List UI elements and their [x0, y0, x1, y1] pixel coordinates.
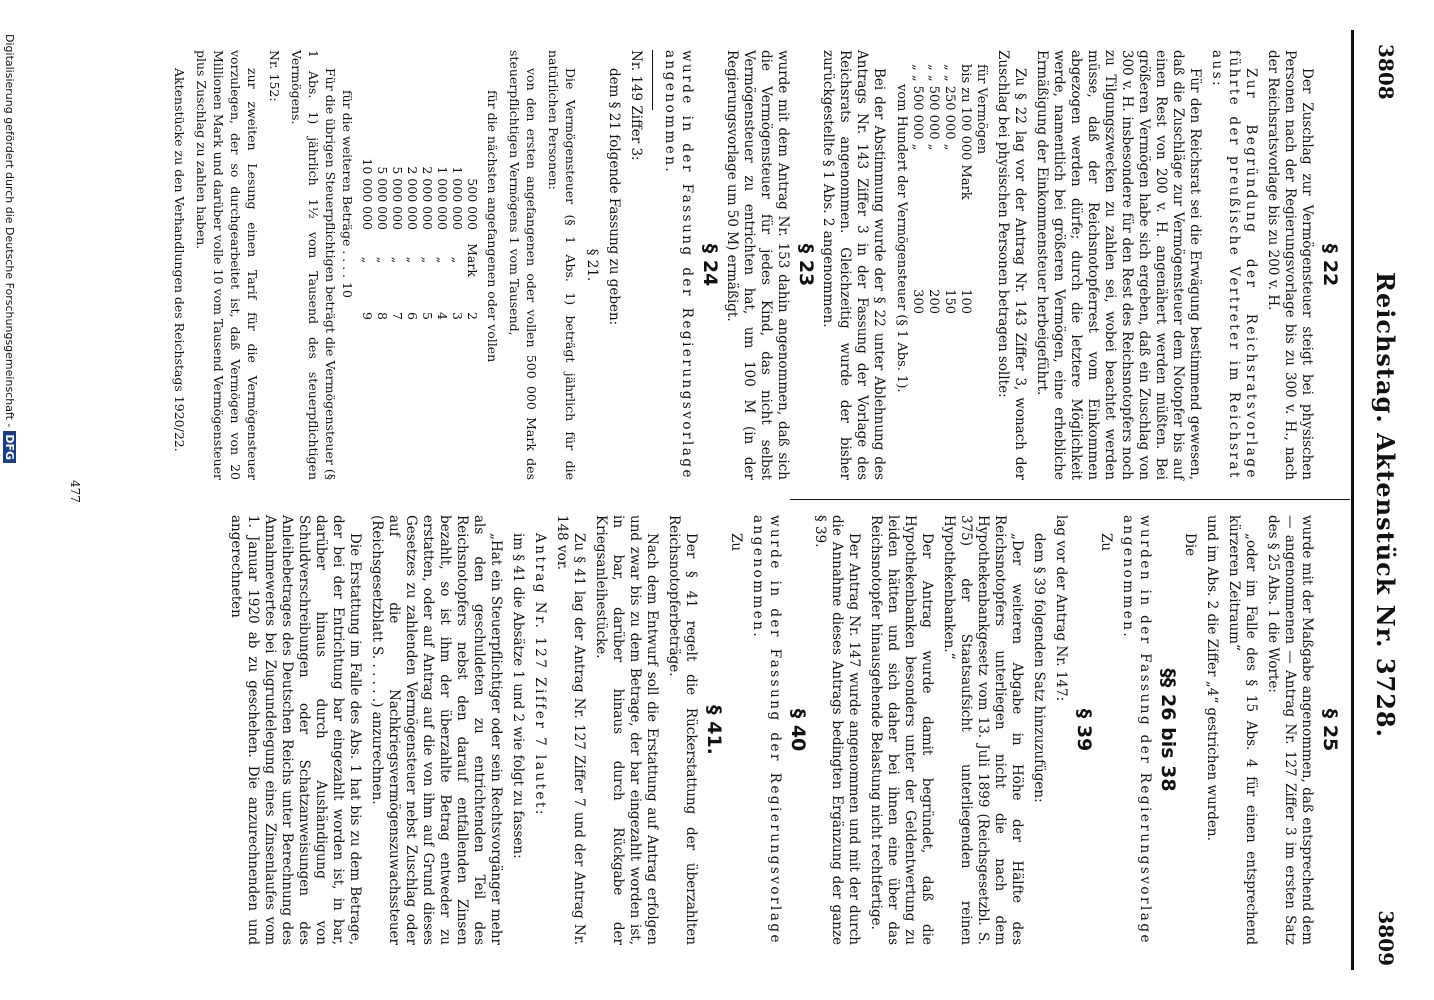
table-caption: für Vermögen: [974, 64, 989, 155]
paragraph: wurde in der Fassung der Regierungsvorlage angenommen.: [750, 515, 783, 945]
footer-note: Aktenstücke zu den Verhandlungen des Reichstags 1920/22.: [172, 68, 187, 452]
rate-row: [360, 120, 375, 480]
row-label: „ „ 500 000 „: [910, 64, 925, 151]
left-page-number: 3808: [1374, 44, 1398, 100]
brace-note: vom Hundert der Vermögensteuer (§ 1 Abs. 1).: [894, 84, 909, 393]
paragraph: Nach dem Entwurf soll die Erstattung auf Antrag erfolgen und zwar bis zu dem Betrage, der bar eingezahlt worden ist, in bar, darüber hinaus durch Rückgabe der Kriegsanleihestücke.: [593, 515, 660, 945]
row-value: 200: [926, 289, 941, 314]
quote: Die Erstattung im Falle des Abs. 1 hat bis zu dem Betrage, der bei der Entrichtung bar eingezahlt worden ist, in bar, darüber hinaus durch Aushändigung von Schuldverschreibungen oder Schatzanweisungen des Anleihebetrages des Deutschen Reichs unter Berechnung des Annahmewertes bei Zugrundelegung eines Zinsenlaufes vom 1. Januar 1920 ab zu geschehen. Die anzurechnenden und angerechneten: [228, 515, 363, 945]
rate-row: [435, 120, 450, 480]
rate-amount: 1 000 000: [450, 166, 465, 230]
rate-value: 3: [450, 312, 465, 320]
rate-unit: Mark: [465, 243, 480, 277]
table-row: [909, 64, 925, 480]
paragraph: Der Antrag wurde damit begründet, daß die Hypothekenbanken besonders unter der Geldentwertung zu leiden hätten und sich daher bei ihnen eine über das Reichsnotopfer hinausgehende Belastung nicht rechtfertige.: [868, 515, 935, 945]
rates-table: [360, 120, 480, 480]
paragraph: Zur Begründung der Reichsratsvorlage führte der preußische Vertreter im Reichsrat aus:: [1209, 50, 1259, 480]
paragraph: wurde mit der Maßgabe angenommen, daß entsprechend dem — angenommenen — Antrag Nr. 127 Ziffer 3 im ersten Satz des § 25 Abs. 1 die Worte:: [1265, 515, 1315, 945]
section-heading-26-38: §§ 26 bis 38: [1157, 668, 1179, 792]
rate-unit: „: [405, 256, 420, 264]
quote: „Hat ein Steuerpflichtiger oder sein Rechtsvorgänger mehr als den geschuldeten zu entrichtenden Teil des Reichsnotopfers nebst den darauf entfallenden Zinsen bezahlt, so ist ihm der überzahlte Betrag entweder zu erstatten, oder auf Antrag auf die von ihm auf Grund dieses Gesetzes zu zahlenden Vermögensteuer nebst Zuschlag oder auf die Nachkriegsvermögenszuwachssteuer (Reichsgesetzblatt S. . . . . .) anzurechnen.: [369, 515, 504, 945]
rate-row: [420, 120, 435, 480]
row-label: „ „ 250 000 „: [942, 64, 957, 151]
dfg-logo: DFG: [3, 431, 16, 463]
page-title: Reichstag. Aktenstück Nr. 3728.: [1371, 272, 1400, 738]
rate-row: [390, 120, 405, 480]
page-header: [1360, 40, 1404, 970]
rate-value: 7: [390, 312, 405, 320]
surcharge-table: [893, 64, 989, 480]
footer-page-number: 477: [68, 480, 82, 503]
rate-value: 5: [420, 312, 435, 320]
paragraph: Antrag Nr. 127 Ziffer 7 lautet:: [532, 533, 548, 817]
section-heading-23: § 23: [795, 243, 817, 287]
paragraph: Für den Reichsrat sei die Erwägung bestimmend gewesen, daß die Zuschläge zur Vermögensteuer dem Notopfer bis auf einen Rest von 200 v. H. angenähert werden müßten. Bei größeren Vermögen habe sich ergeben, daß ein Zuschlag von 300 v. H. insbesondere für den Rest des Reichsnotopfers noch zu Tilgungszwecken zu zahlen sei, wobei beachtet werden müsse, daß der Reichsnotopferrest vom Einkommen abgezogen werden dürfe; durch die letztere Möglichkeit werde, namentlich bei größeren Vermögen, eine erhebliche Ermäßigung der Einkommensteuer herbeigeführt.: [1034, 50, 1203, 480]
rate-unit: „: [375, 256, 390, 264]
paragraph: von den ersten angefangenen oder vollen 500 000 Mark des steuerpflichtigen Vermögens 1 vom Tausend,: [507, 50, 539, 480]
rate-amount: 2 000 000: [405, 166, 420, 230]
table-row: [941, 64, 957, 480]
paragraph: Der Zuschlag zur Vermögensteuer steigt bei physischen Personen nach der Regierungsvorlage bis zu 300 v. H., nach der Reichsratsvorlage bis zu 200 v. H.: [1265, 50, 1315, 480]
paragraph: Zu § 41 lag der Antrag Nr. 127 Ziffer 7 und der Antrag Nr. 148 vor.: [554, 515, 587, 945]
row-value: 100: [958, 289, 973, 314]
paragraph: und im Abs. 2 die Ziffer „4“ gestrichen wurden.: [1204, 515, 1220, 841]
paragraph: wurde in der Fassung der Regierungsvorlage angenommen.: [662, 50, 695, 480]
paragraph: zur zweiten Lesung einen Tarif für die Vermögensteuer vorzulegen, der so durchgearbeitet ist, daß Vermögen von 20 Millionen Mark und darüber volle 10 vom Tausend Vermögensteuer plus Zuschlag zu zahlen haben.: [194, 50, 260, 480]
paragraph: Zu: [1098, 533, 1114, 552]
paragraph: Bei der Abstimmung wurde der § 22 unter Ablehnung des Antrags Nr. 143 Ziffer 3 in der Fassung der Vorlage des Reichsrats angenommen. Gleichzeitig wurde der bisher zurückgestellte § 1 Abs. 2 angenommen.: [820, 50, 887, 480]
rates-side-label: für die nächsten angefangenen oder vollen: [485, 90, 500, 363]
paragraph: lag vor der Antrag Nr. 147:: [1053, 515, 1069, 702]
row-label: bis zu 100 000 Mark: [958, 64, 973, 200]
row-value: 300: [910, 289, 925, 314]
rate-row: [450, 120, 465, 480]
short-rule: [652, 50, 653, 110]
paragraph: Für die übrigen Steuerpflichtigen beträgt die Vermögensteuer (§ 1 Abs. 1) jährlich 1½ vom Tausend des steuerpflichtigen Vermögens.: [289, 50, 338, 480]
left-column: [166, 50, 1342, 480]
paragraph: wurde mit dem Antrag Nr. 153 dahin angenommen, daß sich die Vermögensteuer für jedes Kind, das nicht selbst Vermögensteuer zu entrichten hat, um 100 M (in der Regierungsvorlage um 50 M) ermäßigt.: [724, 50, 791, 480]
rate-amount: 10 000 000: [360, 158, 375, 230]
paragraph: Die Vermögensteuer (§ 1 Abs. 1) beträgt jährlich für die natürlichen Personen:: [546, 50, 578, 480]
section-heading-22: § 22: [1319, 243, 1341, 287]
paragraph: dem § 39 folgenden Satz hinzuzufügen:: [1031, 533, 1047, 803]
rates-last-row: für die weiteren Beträge . . . . 10: [340, 90, 355, 299]
row-label: „ „ 500 000 „: [926, 64, 941, 151]
digitization-credit: [3, 34, 16, 463]
rate-unit: „: [420, 256, 435, 264]
paragraph: Der Antrag Nr. 147 wurde angenommen und mit der durch die Annahme dieses Antrags bedingten Ergänzung der ganze § 39.: [812, 515, 862, 945]
quote: „oder im Falle des § 15 Abs. 4 für einen entsprechend kürzeren Zeitraum“: [1226, 515, 1259, 945]
rate-amount: 5 000 000: [375, 166, 390, 230]
rate-value: 2: [465, 312, 480, 320]
paragraph: Nr. 149 Ziffer 3:: [628, 50, 644, 161]
paragraph: Nr. 152:: [267, 50, 282, 102]
table-row: [925, 64, 941, 480]
rate-row: [375, 120, 390, 480]
rate-value: 9: [360, 312, 375, 320]
rate-unit: „: [450, 256, 465, 264]
rate-value: 4: [435, 312, 450, 320]
section-heading-39: § 39: [1073, 708, 1095, 752]
rate-value: 6: [405, 312, 420, 320]
paragraph: Die: [1182, 533, 1198, 557]
rate-amount: 500 000: [465, 178, 480, 230]
rate-row: [465, 120, 480, 480]
digitization-text: Digitalisierung gefördert durch die Deutsche Forschungsgemeinschaft -: [3, 34, 16, 428]
paragraph: im § 41 die Absätze 1 und 2 wie folgt zu fassen:: [510, 533, 526, 859]
row-value: 150: [942, 289, 957, 314]
header-rule: [1351, 30, 1354, 970]
paragraph: Der § 41 regelt die Rückerstattung der überzahlten Reichsnotopferbeträge.: [666, 515, 699, 945]
section-heading-25: § 25: [1319, 708, 1341, 752]
rate-unit: „: [435, 256, 450, 264]
quote: „Der weiteren Abgabe in Höhe der Hälfte des Reichsnotopfers unterliegen nicht die nach dem Hypothekenbankgesetz vom 13. Juli 1899 (Reichsgesetzbl. S. 375) der Staatsaufsicht unterliegenden reinen Hypothekenbanken.“: [941, 515, 1025, 945]
paragraph: dem § 21 folgende Fassung zu geben:: [606, 68, 622, 326]
rate-amount: 1 000 000: [435, 166, 450, 230]
paragraph: wurden in der Fassung der Regierungsvorlage angenommen.: [1120, 515, 1153, 945]
section-heading-24: § 24: [699, 243, 721, 287]
paragraph: Zu § 22 lag vor der Antrag Nr. 143 Ziffer 3, wonach der Zuschlag bei physischen Personen betragen sollte:: [995, 50, 1028, 480]
rate-row: [405, 120, 420, 480]
right-page-number: 3809: [1374, 910, 1398, 966]
table-row: [957, 64, 973, 480]
section-heading-41: § 41.: [703, 705, 725, 755]
section-heading-40: § 40: [787, 708, 809, 752]
rate-amount: 5 000 000: [390, 166, 405, 230]
paragraph: Zu: [728, 533, 744, 552]
rate-amount: 2 000 000: [420, 166, 435, 230]
subsection-heading-21: § 21.: [584, 248, 600, 282]
rate-value: 8: [375, 312, 390, 320]
right-column: [222, 515, 1342, 945]
rate-unit: „: [390, 256, 405, 264]
column-divider: [790, 499, 1350, 500]
rate-unit: „: [360, 256, 375, 264]
